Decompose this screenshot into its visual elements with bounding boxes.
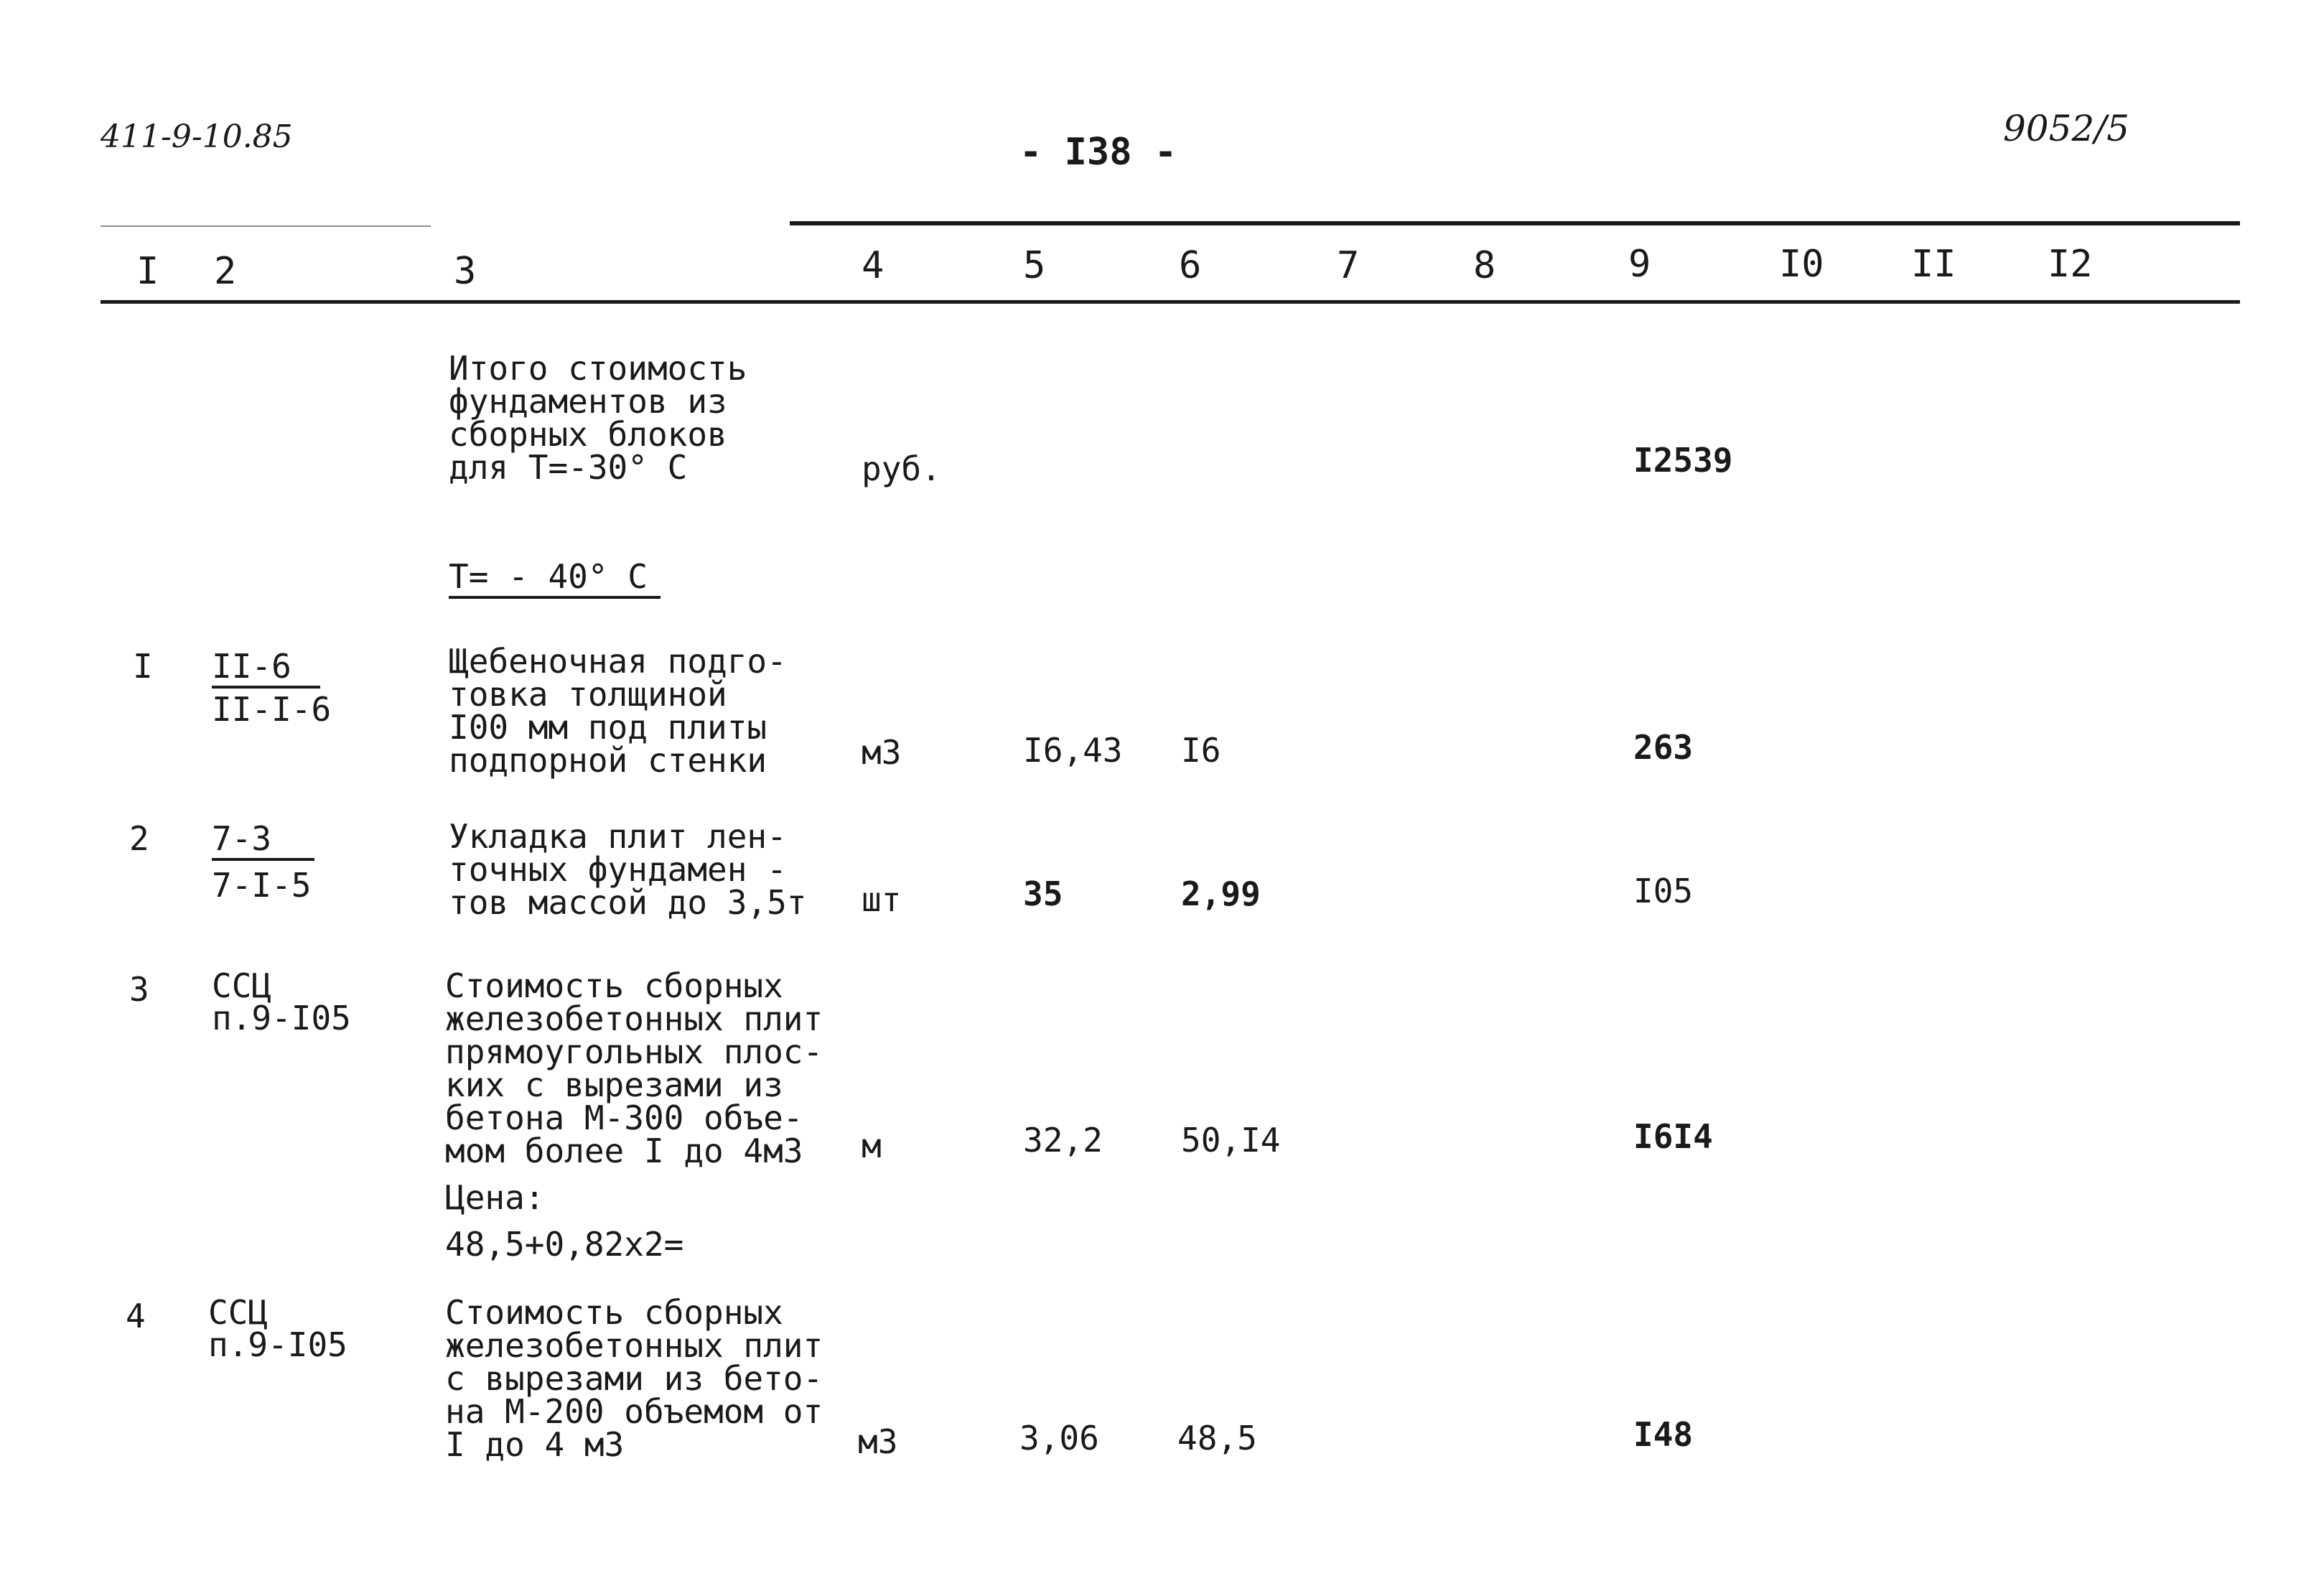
- column-number: 3: [454, 250, 477, 293]
- row-price: 2,99: [1181, 874, 1261, 913]
- row-quantity: 3,06: [1019, 1419, 1099, 1457]
- row-unit: м: [862, 1126, 882, 1165]
- row-number: 3: [129, 970, 149, 1009]
- row-price: 50,I4: [1181, 1121, 1281, 1160]
- column-number: 5: [1023, 244, 1046, 287]
- table-top-rule-faint: [101, 225, 431, 227]
- norm-code-bottom: II-I-6: [212, 690, 332, 729]
- row-description: Укладка плит лен- точных фундамен - тов массой до 3,5т: [449, 817, 807, 922]
- section-heading: Т= - 40° С: [449, 560, 661, 599]
- row-description: Щебеночная подго- товка толщиной I00 мм под плиты подпорной стенки: [449, 642, 787, 780]
- price-note-formula: 48,5+0,82х2=: [445, 1225, 684, 1264]
- sheet-mark: 9052/5: [2003, 108, 2129, 149]
- row-unit: шт: [862, 880, 902, 919]
- row-price: 48,5: [1177, 1419, 1257, 1457]
- norm-code-top: II-6: [212, 650, 320, 689]
- row-quantity: 35: [1023, 874, 1063, 913]
- page-number: - I38 -: [1019, 131, 1177, 174]
- column-number: 2: [214, 250, 237, 293]
- document-code: 411-9-10.85: [101, 118, 293, 155]
- column-number: 9: [1628, 243, 1651, 286]
- column-number: 8: [1473, 244, 1496, 287]
- total-sum: I2539: [1633, 441, 1733, 480]
- row-total: I6I4: [1633, 1117, 1713, 1156]
- column-number: 4: [862, 244, 885, 287]
- row-unit: м3: [862, 733, 902, 772]
- column-number: I0: [1779, 243, 1824, 286]
- column-number: 6: [1179, 244, 1202, 287]
- column-number: I2: [2048, 243, 2093, 286]
- row-unit: м3: [858, 1422, 898, 1461]
- norm-code-top: 7-3: [212, 822, 314, 861]
- row-price: I6: [1181, 731, 1221, 770]
- table-top-rule: [790, 221, 2240, 225]
- norm-code-top: ССЦ: [212, 966, 272, 1005]
- row-total: I05: [1633, 872, 1694, 910]
- row-total: 263: [1633, 728, 1694, 767]
- row-description: Стоимость сборных железобетонных плит с вырезами из бето- на М-200 объемом от I до 4 м3: [445, 1293, 823, 1464]
- column-number: II: [1911, 243, 1956, 286]
- norm-code-top: ССЦ: [208, 1293, 269, 1332]
- row-quantity: I6,43: [1023, 731, 1123, 770]
- total-unit: руб.: [862, 449, 941, 488]
- norm-code-bottom: 7-I-5: [212, 866, 312, 905]
- row-number: 4: [126, 1297, 146, 1335]
- row-total: I48: [1633, 1415, 1694, 1454]
- price-note-label: Цена:: [445, 1178, 545, 1217]
- row-quantity: 32,2: [1023, 1121, 1103, 1160]
- row-number: 2: [129, 819, 149, 858]
- column-number: 7: [1337, 244, 1360, 287]
- total-description: Итого стоимость фундаментов из сборных блоков для Т=-30° С: [449, 349, 747, 487]
- table-header-rule: [101, 300, 2240, 304]
- norm-code-bottom: п.9-I05: [208, 1325, 347, 1364]
- norm-code-bottom: п.9-I05: [212, 999, 351, 1037]
- row-description: Стоимость сборных железобетонных плит прямоугольных плос- ких с вырезами из бетона М-300 объе- мом более I до 4м3: [445, 966, 823, 1170]
- row-number: I: [133, 647, 153, 686]
- column-number: I: [136, 250, 159, 293]
